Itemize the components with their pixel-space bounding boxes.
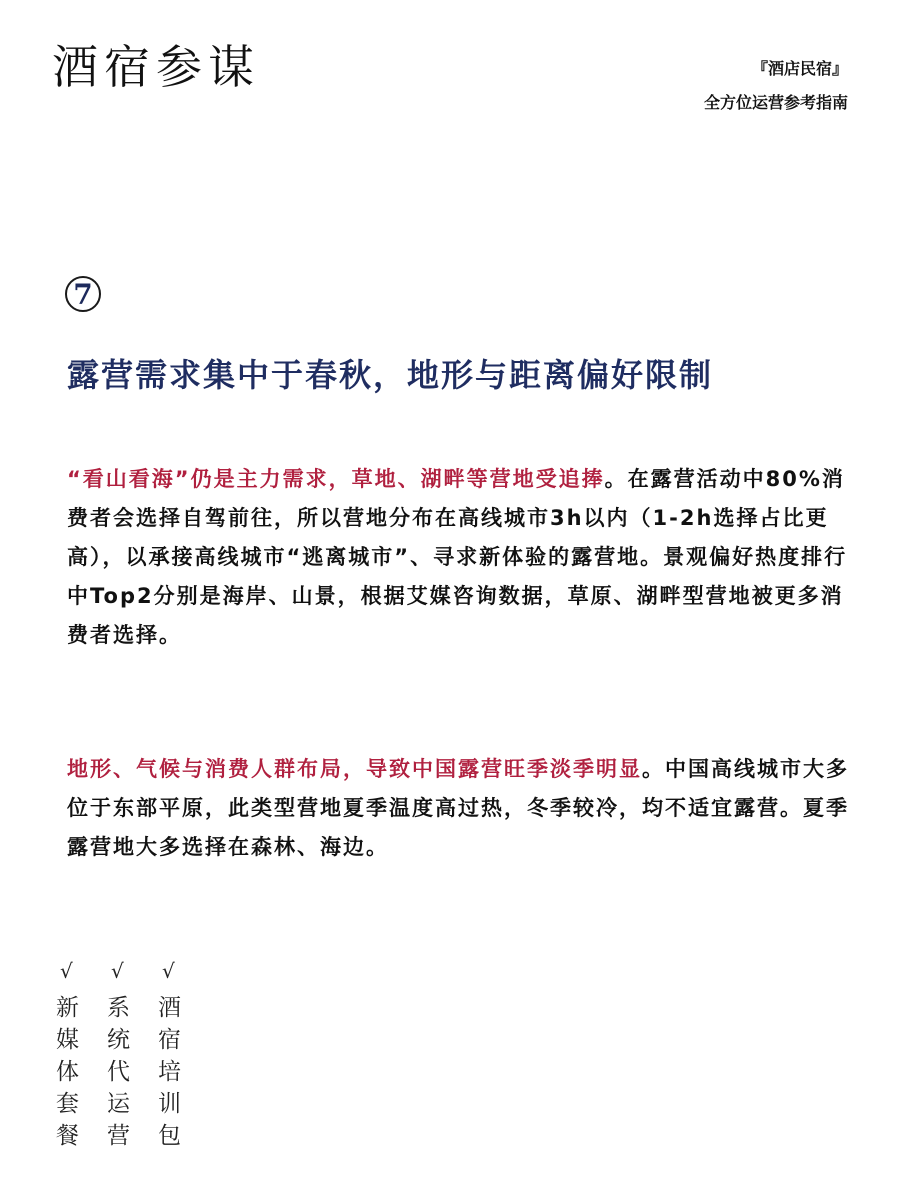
tagline [704, 52, 848, 120]
paragraph-1-highlight: “看山看海”仍是主力需求，草地、湖畔等营地受追捧 [67, 467, 605, 491]
paragraph-2-highlight: 地形、气候与消费人群布局，导致中国露营旺季淡季明显 [67, 757, 642, 781]
brand-logo-text: 酒宿参谋 [52, 40, 260, 94]
feature-label: 新媒体套餐 [56, 995, 79, 1149]
tagline-line-2: 全方位运营参考指南 [703, 93, 848, 112]
paragraph-2 [67, 750, 857, 867]
check-icon: √ [111, 959, 124, 983]
section-number-badge: 7 [65, 276, 101, 312]
tagline-line-1: 『酒店民宿』 [751, 59, 848, 78]
feature-label: 系统代运营 [107, 995, 130, 1149]
feature-list [56, 958, 209, 1152]
paragraph-1 [67, 460, 857, 655]
feature-item [158, 958, 209, 1152]
feature-item [56, 958, 107, 1152]
check-icon: √ [60, 959, 73, 983]
feature-item [107, 958, 158, 1152]
paragraph-1-body: 。在露营活动中80%消费者会选择自驾前往，所以营地分布在高线城市3h以内（1-2h选择占比更高），以承接高线城市“逃离城市”、寻求新体验的露营地。景观偏好热度排行中Top2分别是海岸、山景，根据艾媒咨询数据，草原、湖畔型营地被更多消费者选择。 [67, 467, 848, 647]
feature-label: 酒宿培训包 [158, 995, 181, 1149]
check-icon: √ [162, 959, 175, 983]
paragraph-2-body: 。中国高线城市大多位于东部平原，此类型营地夏季温度高过热，冬季较冷，均不适宜露营。夏季露营地大多选择在森林、海边。 [67, 757, 849, 859]
section-title: 露营需求集中于春秋，地形与距离偏好限制 [67, 356, 714, 394]
